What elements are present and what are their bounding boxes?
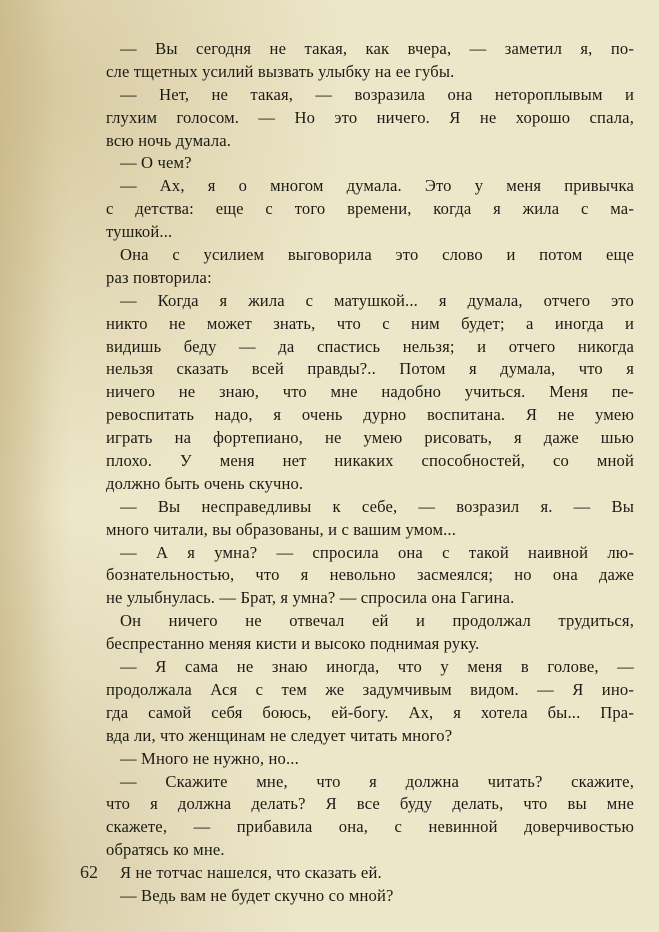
text-line: раз повторила: bbox=[106, 267, 212, 287]
text-line: много читали, вы образованы, и с вашим умом... bbox=[106, 519, 456, 539]
text-line: ничего не знаю, что мне надобно учиться. Меня пе- bbox=[106, 382, 634, 402]
page-edge-stain bbox=[0, 0, 70, 932]
text-line: — А я умна? — спросила она с такой наивной лю- bbox=[120, 542, 634, 562]
text-line: никто не может знать, что с ним будет; а иногда и bbox=[106, 313, 634, 333]
page-number: 62 bbox=[80, 862, 98, 882]
text-line: плохо. У меня нет никаких способностей, со мной bbox=[106, 451, 634, 471]
text-line: Я не тотчас нашелся, что сказать ей. bbox=[120, 863, 382, 883]
text-line: вда ли, что женщинам не следует читать много? bbox=[106, 725, 453, 745]
text-line: скажете, — прибавила она, с невинной доверчивостью bbox=[106, 817, 634, 837]
text-line: тушкой... bbox=[106, 222, 173, 242]
text-line: — Ах, я о многом думала. Это у меня привычка bbox=[120, 176, 634, 196]
text-line: гда самой себя боюсь, ей-богу. Ах, я хотела бы... Пра- bbox=[106, 702, 634, 722]
text-line: глухим голосом. — Но это ничего. Я не хорошо спала, bbox=[106, 107, 634, 127]
text-line: не улыбнулась. — Брат, я умна? — спросила она Гагина. bbox=[106, 588, 515, 608]
text-line: — Вы сегодня не такая, как вчера, — заметил я, по- bbox=[120, 39, 634, 58]
text-line: Он ничего не отвечал ей и продолжал трудиться, bbox=[120, 611, 634, 631]
text-line: обратясь ко мне. bbox=[106, 840, 225, 860]
text-line: Она с усилием выговорила это слово и потом еще bbox=[120, 245, 634, 265]
text-line: — Когда я жила с матушкой... я думала, отчего это bbox=[120, 290, 634, 310]
text-line: бознательностью, что я невольно засмеялся; но она даже bbox=[106, 565, 634, 585]
text-line: продолжала Ася с тем же задумчивым видом. — Я ино- bbox=[106, 679, 634, 699]
text-line: — Скажите мне, что я должна читать? скажите, bbox=[120, 771, 634, 791]
text-line: что я должна делать? Я все буду делать, что вы мне bbox=[106, 794, 634, 814]
text-line: — Я сама не знаю иногда, что у меня в голове, — bbox=[120, 657, 634, 677]
text-line: — Много не нужно, но... bbox=[120, 748, 299, 768]
text-line: с детства: еще с того времени, когда я жила с ма- bbox=[106, 199, 634, 219]
text-line: сле тщетных усилий вызвать улыбку на ее губы. bbox=[106, 61, 455, 81]
text-line: — Ведь вам не будет скучно со мной? bbox=[120, 885, 394, 905]
text-line: — Вы несправедливы к себе, — возразил я. — Вы bbox=[120, 496, 634, 516]
text-line: ревоспитать надо, я очень дурно воспитана. Я не умею bbox=[106, 405, 634, 425]
body-text bbox=[106, 38, 634, 908]
text-line: — Нет, не такая, — возразила она нетороплывым и bbox=[120, 84, 634, 104]
text-line: видишь беду — да спастись нельзя; и отчего никогда bbox=[106, 336, 634, 356]
text-line: — О чем? bbox=[120, 153, 192, 173]
text-line: должно быть очень скучно. bbox=[106, 473, 304, 493]
text-line: всю ночь думала. bbox=[106, 130, 232, 150]
text-line: играть на фортепиано, не умею рисовать, я даже шью bbox=[106, 428, 634, 448]
text-line: нельзя сказать всей правды?.. Потом я думала, что я bbox=[106, 359, 634, 379]
text-line: беспрестанно меняя кисти и высоко поднимая руку. bbox=[106, 634, 480, 654]
